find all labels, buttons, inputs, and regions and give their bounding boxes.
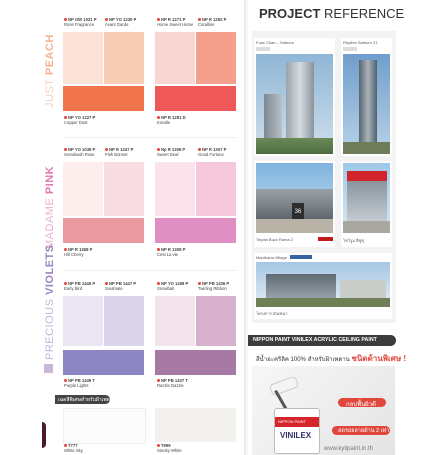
swatch-label: NP PB 1447 P Soulmate [105, 281, 137, 291]
project-card-badge [290, 255, 312, 259]
promo-url[interactable]: www.kylipaint.in.th [324, 446, 374, 452]
swatch-label: NP R 1368 P Hill Cherry [64, 247, 93, 257]
project-card-isuzu[interactable]: โชว์รูม อีซูซุ [341, 161, 392, 247]
color-swatch-copper-dust[interactable] [63, 86, 144, 111]
promo-header: NIPPON PAINT VINILEX ACRYLIC CEILING PAINT [248, 335, 396, 346]
color-swatch-cest-la-vie[interactable] [155, 218, 236, 243]
promo-headline: สีน้ำอะคริลิค 100% สำหรับฝ้าเพดาน ชนิดด้านพิเศษ ! [256, 354, 407, 363]
color-swatch-snowball[interactable] [155, 296, 195, 346]
showroom-photo [256, 163, 333, 233]
swatch-label: NP OW 1031 P Rose Fragrance [64, 17, 97, 27]
color-swatch-koralle[interactable] [155, 86, 236, 111]
swatch-label: NP YO 1230 P Avant Garde [105, 17, 137, 27]
swatch-label: T777 White Sky [64, 443, 83, 453]
color-swatch-snowbush-rose[interactable] [63, 162, 103, 216]
swatch-label: NP PB 1449 T Purple Lights [64, 378, 95, 388]
swatch-label: NP R 1347 P Pink Bonnet [105, 147, 134, 157]
paint-can: NIPPON PAINT VINILEX [274, 408, 320, 454]
color-swatch-pink-bonnet[interactable] [104, 162, 144, 216]
swatch-label: T999 Smoky White [157, 443, 182, 453]
color-swatch-coralline[interactable] [196, 32, 236, 84]
violet-accent-bar [44, 364, 53, 373]
project-card-toyota[interactable]: 36 Toyota Buzz Rama 2 [254, 161, 335, 247]
color-swatch-soulmate[interactable] [104, 296, 144, 346]
project-card-manthana[interactable]: Manthana Village โครงการ มัณฑนา [254, 253, 392, 319]
color-swatch-good-fortune[interactable] [196, 162, 236, 216]
section-divider [63, 270, 237, 271]
color-swatch-hill-cherry[interactable] [63, 218, 144, 243]
building-number-sign: 36 [292, 203, 304, 221]
swatch-label: NP R 1308 P Cest La vie [157, 247, 186, 257]
page-title: PROJECT REFERENCE [259, 6, 405, 21]
feature-pill-1: กลบพื้นผิวดี [338, 398, 386, 407]
swatch-label: NP R 1282 P Coralline [198, 17, 227, 27]
color-swatch-razzle-dazzle[interactable] [155, 350, 236, 375]
building-photo [256, 54, 333, 154]
promo-image [252, 366, 395, 455]
project-card-rhythm-sathorn[interactable]: Rhythm Sathorn 21 [341, 38, 392, 156]
color-swatch-rose-fragrance[interactable] [63, 32, 103, 84]
color-swatch-sweet-deal[interactable] [155, 162, 195, 216]
section-title-peach: JUST PEACH [44, 34, 56, 108]
swatch-label: NP R 1281 D Koralle [157, 115, 186, 125]
color-swatch-home-sweet-home[interactable] [155, 32, 195, 84]
swatch-label: NP YO 1227 P Copper Dust [64, 115, 96, 125]
project-card-badge [256, 47, 270, 51]
building-photo [343, 54, 390, 154]
section-divider [63, 137, 237, 138]
section-title-violets: PRECIOUS VIOLETS [44, 244, 56, 360]
section-title-pink: MADAME PINK [44, 165, 56, 249]
color-swatch-white-sky[interactable] [63, 408, 146, 444]
toyota-logo [318, 237, 333, 241]
showroom-photo [343, 163, 390, 233]
color-swatch-purple-lights[interactable] [63, 350, 144, 375]
project-card-badge [343, 47, 357, 51]
swatch-label: NP R 1307 P Good Fortune [198, 147, 227, 157]
swatch-label: NP PB 1446 P Early Bird [64, 281, 96, 291]
project-page [248, 0, 439, 455]
color-swatch-avant-garde[interactable] [104, 32, 144, 84]
color-swatch-twirling-ribbon[interactable] [196, 296, 236, 346]
paint-roller [269, 376, 299, 397]
page-curl-shadow [42, 422, 46, 448]
color-swatch-smoky-white[interactable] [155, 408, 236, 442]
swatch-label: NP YO 1408 P Snowball [157, 281, 189, 291]
feature-pill-2: ลดรอยลายด้าน 2 เท่า [332, 426, 390, 435]
project-card-fuse-chan[interactable]: Fuse Chan – Sathorn [254, 38, 335, 156]
house-photo [256, 262, 390, 307]
swatch-label: NP R 1271 P Home Sweet Home [157, 17, 194, 27]
swatch-label: NP PB 1436 P Twirling Ribbon [198, 281, 230, 291]
swatch-label: NP PB 1437 T Razzle Dazzle [157, 378, 188, 388]
swatch-label: Np R 1306 P Sweet Deal [157, 147, 186, 157]
white-section-header: เฉดสีพิเศษสำหรับฝ้าเพดาน [55, 395, 110, 404]
swatch-label: NP YO 1039 P Snowbush Rose [64, 147, 96, 157]
color-swatch-early-bird[interactable] [63, 296, 103, 346]
